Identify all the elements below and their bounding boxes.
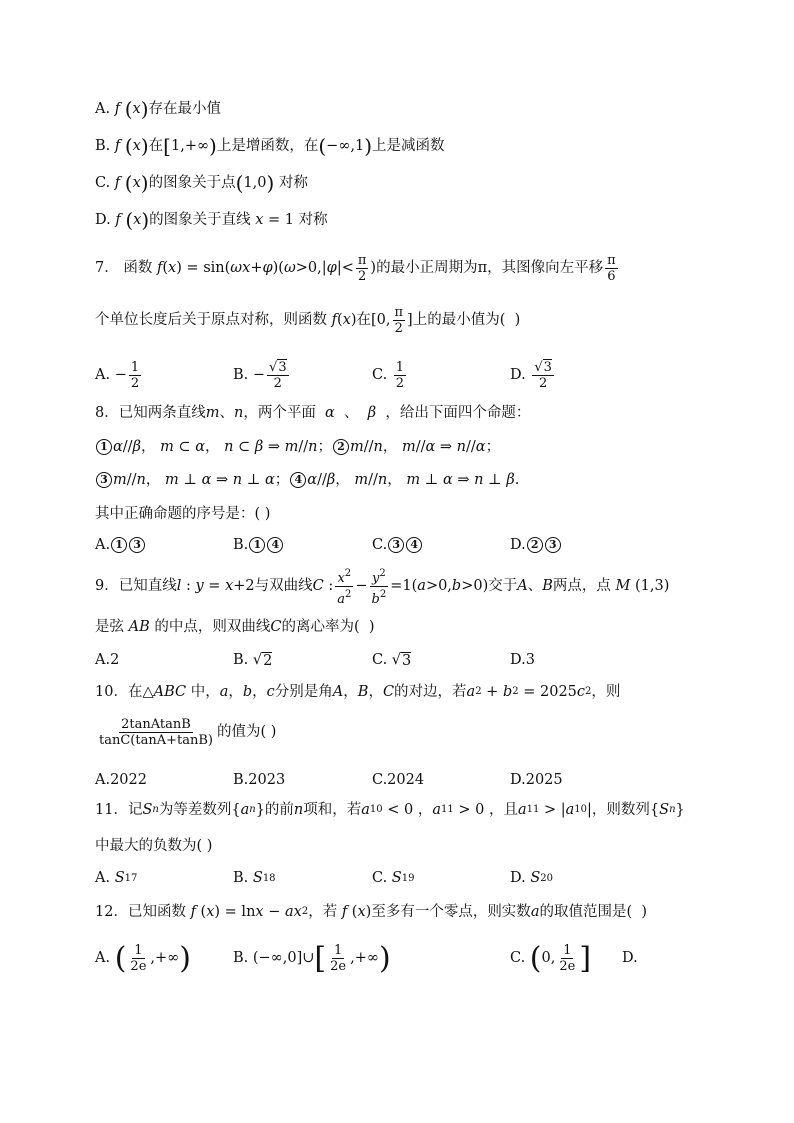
q12-stem: 12．已知函数 f ( x ) = ln x − a x 2 ，若 f ( x )至多有一个零点，则实数 a 的取值范围是( ) (95, 904, 648, 920)
q11-stem-line1: 11．记 S n 为等差数列{ a n }的前 n 项和，若 a 10 < 0 ， a 11 > 0 ，且 a 11 > | a 10 |，则数列{ S n } (95, 802, 685, 818)
q8-props-1-2: 1 α // β ， m ⊂ α ， n ⊂ β ⇒ m // n ； 2 m // n ， m // α ⇒ n // α ； (95, 432, 734, 462)
q12-option-c: C. ( 0, $\frac{1}{2e}$ ] (510, 940, 592, 976)
q7-option-d: D. $\frac{√3}{2}$ (510, 359, 552, 391)
q8-question: 其中正确命题的序号是：( ) (95, 506, 271, 522)
q8-stem: 8．已知两条直线 m 、 n ，两个平面 α 、 β ，给出下面四个命题： (95, 405, 531, 421)
q10-stem-line2: $\frac{\text{2tanAtanB}}{\tan C(\tan A+\tan B)}$ 的值为( ) (99, 716, 277, 748)
q12-option-a: A. ( $\frac{1}{2e}$ ,+∞ ) (95, 940, 191, 976)
q12-option-d: D. (622, 950, 638, 966)
q9-option-a: A.2 (95, 652, 120, 668)
q7-option-b: B. − $\frac{√3}{2}$ (233, 359, 287, 391)
q6-option-a: A. f ( x ) 存在最小值 (95, 97, 221, 121)
q10-option-d: D.2025 (510, 772, 563, 788)
q7-stem-line1: 7． 函数 f ( x ) = sin( ω x + φ )( ω >0,| φ |< $\frac{\pi}{2}$ )的最小正周期为π，其图像向左平移 $\frac{\pi}{6}$ (95, 252, 616, 284)
q7-option-a: A. − $\frac{1}{2}$ (95, 359, 140, 391)
q9-stem-line1: 9．已知直线 l : y = x +2与双曲线 C : $\frac{x^2}{a^2}$ − $\frac{y^2}{b^2}$ =1( a >0, b >0)交于 A 、 B 两点，点 M (1,3) (95, 567, 670, 607)
q10-stem-line1: 10．在△ ABC 中， a ， b ， c 分别是角 A ， B ， C 的对边，若 a 2 + b 2 = 2025 c 2 ，则 (95, 684, 621, 700)
q9-stem-line2: 是弦 AB 的中点，则双曲线 C 的离心率为( ) (95, 619, 375, 635)
q7-stem-line2: 个单位长度后关于原点对称，则函数 f ( x )在[0, $\frac{\pi}{2}$ ]上的最小值为( ) (95, 304, 521, 336)
q8-props-3-4: 3 m // n ， m ⊥ α ⇒ n ⊥ α ； 4 α // β ， m // n ， m ⊥ α ⇒ n ⊥ β . (95, 465, 734, 495)
q12-option-b: B. (−∞,0]∪ [ $\frac{1}{2e}$ ,+∞ ) (233, 940, 391, 976)
q8-option-a: A. 1 3 (95, 530, 146, 560)
q11-stem-line2: 中最大的负数为( ) (95, 838, 213, 854)
q8-option-c: C. 3 4 (372, 530, 423, 560)
q6-option-b: B. f ( x ) 在 [ 1,+∞ ) 上是增函数，在 ( −∞,1 ) 上是减函数 (95, 134, 445, 158)
q6-option-d: D. f ( x ) 的图象关于直线 x = 1 对称 (95, 208, 328, 232)
q11-option-b: B. S 18 (233, 870, 276, 886)
q11-option-d: D. S 20 (510, 870, 553, 886)
q7-option-c: C. $\frac{1}{2}$ (372, 359, 405, 391)
q10-option-a: A.2022 (95, 772, 147, 788)
q6-option-c: C. f ( x ) 的图象关于点 ( 1,0 ) 对称 (95, 171, 308, 195)
q9-option-d: D.3 (510, 652, 535, 668)
q9-option-b: B. √ 2 (233, 652, 273, 669)
q10-option-c: C.2024 (372, 772, 425, 788)
q10-option-b: B.2023 (233, 772, 286, 788)
q8-option-d: D. 2 3 (510, 530, 562, 560)
q11-option-a: A. S 17 (95, 870, 138, 886)
q11-option-c: C. S 19 (372, 870, 415, 886)
q9-option-c: C. √ 3 (372, 652, 412, 669)
q8-option-b: B. 1 4 (233, 530, 284, 560)
